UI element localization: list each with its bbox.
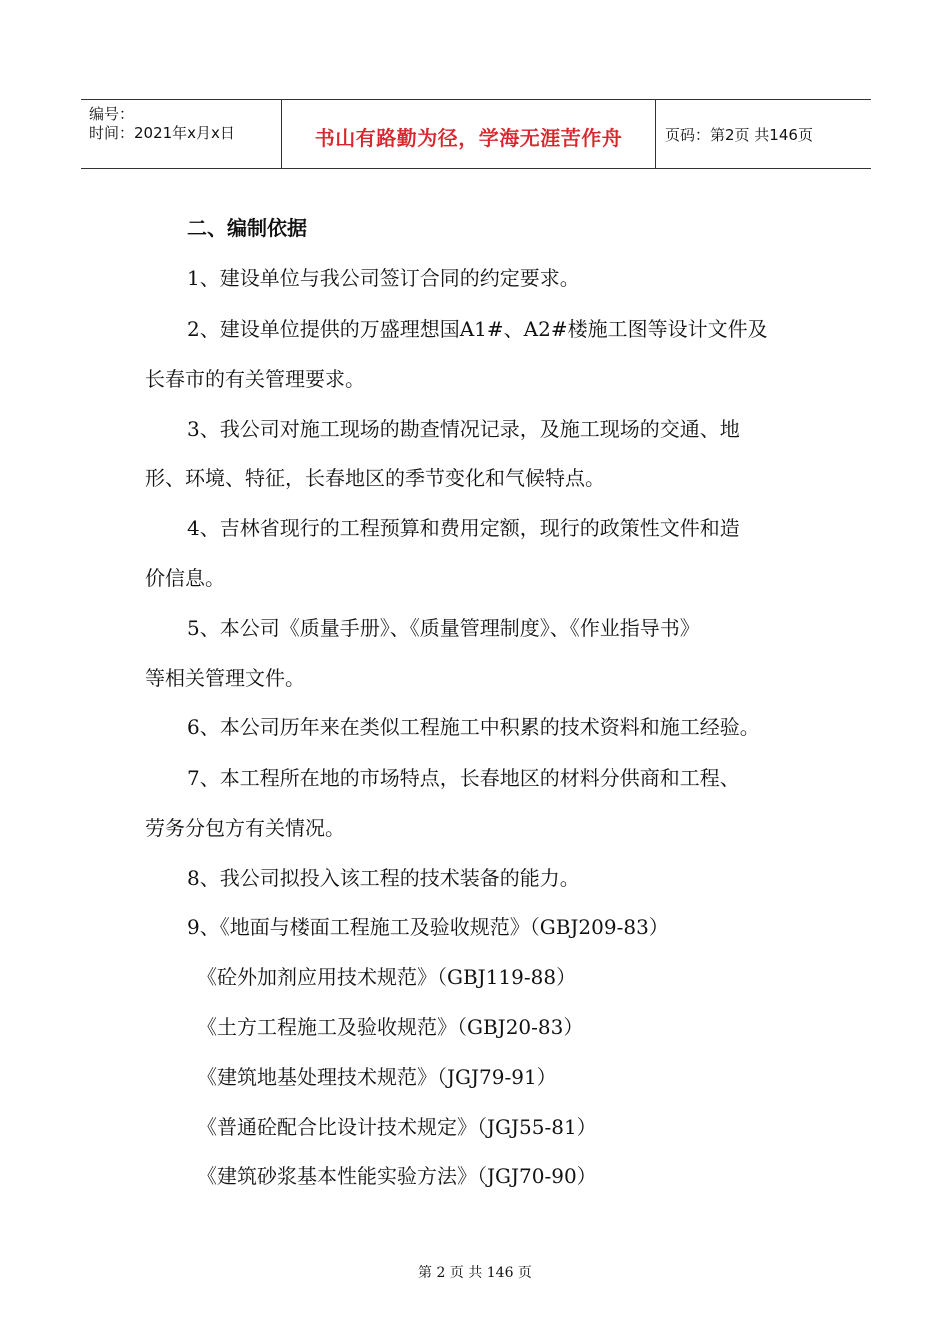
standard-item: 《土方工程施工及验收规范》（GBJ20-83） [197,1015,584,1039]
standard-item: 《建筑地基处理技术规范》（JGJ79-91） [197,1065,557,1089]
document-number-label: 编号： [89,105,135,123]
header-page-cell [655,100,871,168]
section-heading: 二、编制依据 [187,216,307,240]
header-page-info: 页码：第2页 共146页 [665,126,813,144]
body-line: 6、本公司历年来在类似工程施工中积累的技术资料和施工经验。 [187,715,760,739]
body-line: 劳务分包方有关情况。 [145,816,345,840]
body-line: 7、本工程所在地的市场特点，长春地区的材料分供商和工程、 [187,766,740,790]
page-header-table [81,99,871,169]
header-slogan-cell [281,100,656,168]
body-line: 3、我公司对施工现场的勘查情况记录，及施工现场的交通、地 [187,417,740,441]
body-line: 8、我公司拟投入该工程的技术装备的能力。 [187,866,580,890]
body-line: 价信息。 [145,566,225,590]
body-line: 形、环境、特征，长春地区的季节变化和气候特点。 [145,466,605,490]
body-line: 4、吉林省现行的工程预算和费用定额，现行的政策性文件和造 [187,516,740,540]
body-line: 长春市的有关管理要求。 [145,367,365,391]
standard-item: 《建筑砂浆基本性能实验方法》（JGJ70-90） [197,1164,597,1188]
document-time-label: 时间：2021年x月x日 [89,124,235,142]
header-slogan: 书山有路勤为径，学海无涯苦作舟 [314,126,623,150]
body-line: 1、建设单位与我公司签订合同的约定要求。 [187,266,580,290]
standard-item: 《普通砼配合比设计技术规定》（JGJ55-81） [197,1115,597,1139]
header-meta-cell [81,100,281,168]
page-footer: 第 2 页 共 146 页 [418,1265,532,1281]
standard-item: 《砼外加剂应用技术规范》（GBJ119-88） [197,965,577,989]
body-line: 等相关管理文件。 [145,666,305,690]
body-line: 2、建设单位提供的万盛理想国A1#、A2#楼施工图等设计文件及 [187,317,768,341]
body-line: 9、《地面与楼面工程施工及验收规范》（GBJ209-83） [187,915,669,939]
body-line: 5、本公司《质量手册》、《质量管理制度》、《作业指导书》 [187,616,700,640]
